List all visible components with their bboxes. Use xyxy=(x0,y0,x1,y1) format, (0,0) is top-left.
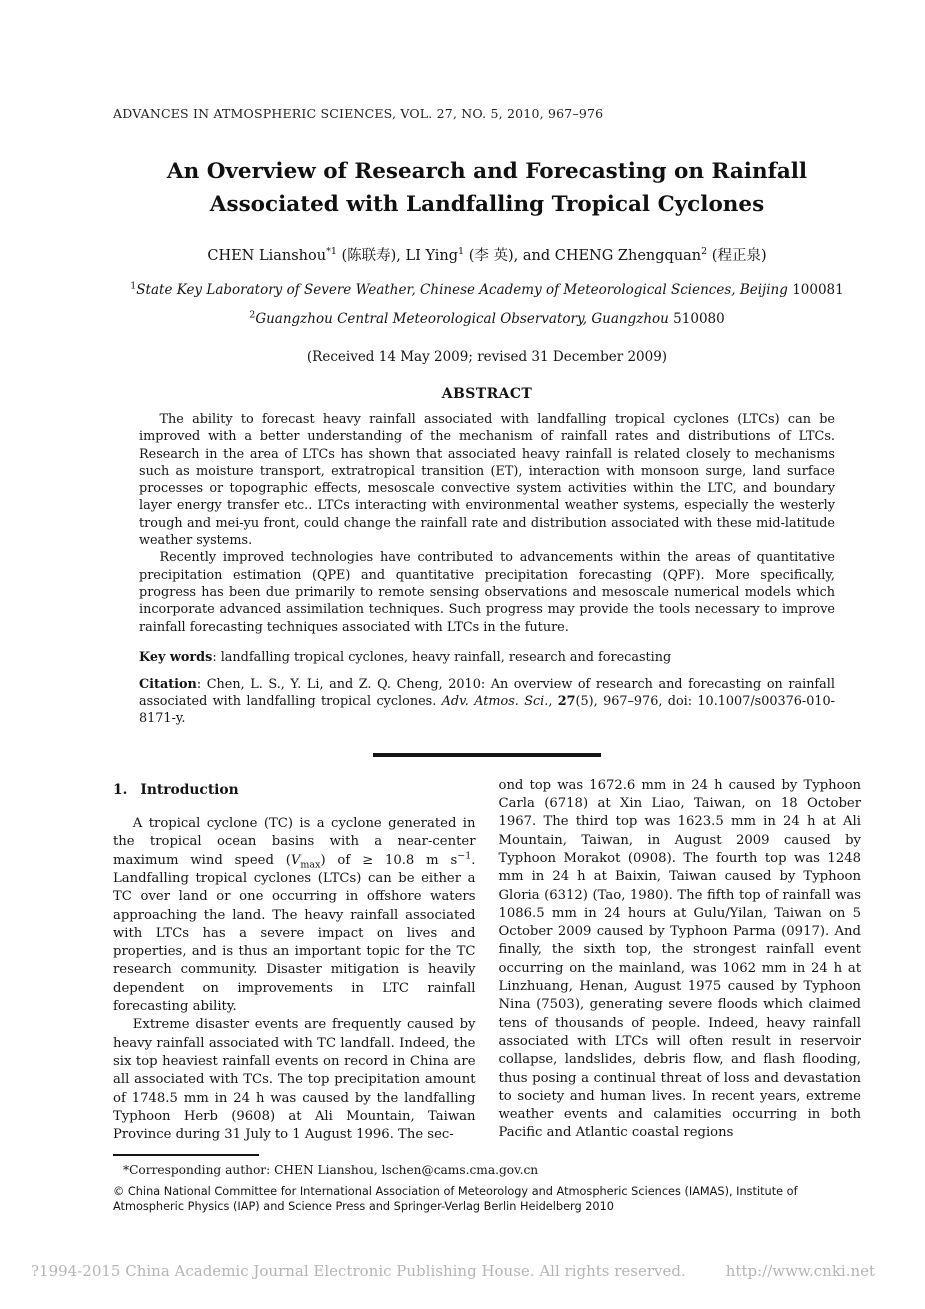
author-name-1: CHEN Lianshou xyxy=(207,248,327,264)
intro-paragraph-2: Extreme disaster events are frequently caused by heavy rainfall associated with TC landfall. Indeed, the six top heaviest rainfall events on record in China are all associated with TCs. The top precipitation amount of 1748.5 mm in 24 h was caused by the landfalling Typhoon Herb (9608) at Ali Mountain, Taiwan Province during 31 July to 1 August 1996. The sec- xyxy=(113,1017,476,1143)
received-dates: (Received 14 May 2009; revised 31 December 2009) xyxy=(306,349,668,365)
intro-p1-text-b: ) of ≥ 10.8 m s xyxy=(320,852,458,868)
paper-title xyxy=(113,155,861,221)
left-column xyxy=(113,777,476,1145)
abstract-paragraph-1: The ability to forecast heavy rainfall associated with landfalling tropical cyclones (LTCs) can be improved with a better understanding of the mechanism of rainfall rates and distributions of LTCs. Research in the area of LTCs has shown that associated heavy rainfall is related closely to mechanisms such as moisture transport, extratropical transition (ET), interaction with monsoon surge, land surface processes or topographic effects, mesoscale convective system activities within the LTC, and boundary layer energy transfer etc.. LTCs interacting with environmental weather systems, especially the westerly trough and mei-yu front, could change the rainfall rate and distribution associated with these mid-latitude weather systems. xyxy=(139,412,835,549)
author-name-3-cn: (程正泉) xyxy=(707,248,767,264)
author-superscript-2: 1 xyxy=(458,246,465,258)
abstract-heading: ABSTRACT xyxy=(441,386,533,402)
citation-doi: (5), 967–976, doi: 10.1007/s00376-010-8171-y. xyxy=(139,694,835,727)
title-line-2: Associated with Landfalling Tropical Cyclones xyxy=(209,192,765,217)
section-1-number: 1. xyxy=(113,781,128,798)
journal-header: ADVANCES IN ATMOSPHERIC SCIENCES, VOL. 27, NO. 5, 2010, 967–976 xyxy=(113,106,604,121)
citation-journal: Adv. Atmos. Sci. xyxy=(441,694,549,710)
watermark-url: http://www.cnki.net xyxy=(725,1262,876,1280)
intro-paragraph-2-continued: ond top was 1672.6 mm in 24 h caused by Typhoon Carla (6718) at Xin Liao, Taiwan, on 18 October 1967. The third top was 1623.5 mm in 24 h at Ali Mountain, Taiwan, in August 2009 caused by Typhoon Morakot (0908). The fourth top was 1248 mm in 24 h at Baixin, Taiwan caused by Typhoon Gloria (6312) (Tao, 1980). The fifth top of rainfall was 1086.5 mm in 24 hours at Gulu/Yilan, Taiwan on 5 October 2009 caused by Typhoon Parma (0917). And finally, the sixth top, the strongest rainfall event occurring on the mainland, was 1062 mm in 24 h at Linzhuang, Henan, August 1975 caused by Typhoon Nina (7503), generating severe floods which claimed tens of thousands of people. Indeed, heavy rainfall associated with LTCs will often result in reservoir collapse, landslides, debris flow, and flash flooding, thus posing a continual threat of loss and devastation to society and human lives. In recent years, extreme weather events and calamities occurring in both Pacific and Atlantic coastal regions xyxy=(498,777,861,1141)
author-name-3: (李 英), and CHENG Zhengquan xyxy=(464,248,702,264)
affiliation-2-superscript: 2 xyxy=(249,309,256,321)
affiliation-1-text: State Key Laboratory of Severe Weather, Chinese Academy of Meteorological Sciences, Beijing xyxy=(136,282,788,298)
vmax-subscript: max xyxy=(300,859,321,871)
intro-p1-text-a: A tropical cyclone (TC) is a cyclone generated in the tropical ocean basins with a near-center maximum wind speed ( xyxy=(113,816,476,868)
intro-p1-text-c: . Landfalling tropical cyclones (LTCs) can be either a TC over land or one occurring in offshore waters approaching the land. The heavy rainfall associated with LTCs has a severe impact on lives and properties, and is thus an important topic for the TC research community. Disaster mitigation is heavily dependent on improvements in LTC rainfall forecasting ability. xyxy=(113,852,476,1015)
abstract-paragraph-2: Recently improved technologies have contributed to advancements within the areas of quantitative precipitation estimation (QPE) and quantitative precipitation forecasting (QPF). More specifically, progress has been due primarily to remote sensing observations and mesoscale numerical models which incorporate advanced assimilation techniques. Such progress may provide the tools necessary to improve rainfall forecasting techniques associated with LTCs in the future. xyxy=(139,550,835,635)
ms-exponent: −1 xyxy=(457,850,472,862)
citation-separator: , xyxy=(548,694,558,710)
citation-volume: 27 xyxy=(557,694,576,710)
section-1-title: Introduction xyxy=(140,781,239,798)
citation-label: Citation xyxy=(139,676,197,692)
affiliation-1-superscript: 1 xyxy=(130,280,137,292)
footnote-rule xyxy=(113,1154,259,1156)
affiliation-1-postcode: 100081 xyxy=(787,282,844,298)
vmax-variable: V xyxy=(290,852,301,868)
author-superscript-1: *1 xyxy=(326,246,337,258)
separator-rule xyxy=(373,753,601,757)
watermark-footer xyxy=(31,1262,875,1280)
two-column-body xyxy=(113,777,861,1145)
intro-paragraph-1 xyxy=(113,815,476,1016)
copyright-note: © China National Committee for International Association of Meteorology and Atmospheric Sciences (IAMAS), Institute of Atmospheric Physics (IAP) and Science Press and Springer-Verlag Berlin Heidelberg 2010 xyxy=(113,1184,798,1214)
author-name-2: (陈联寿), LI Ying xyxy=(336,248,459,264)
keywords-text: : landfalling tropical cyclones, heavy rainfall, research and forecasting xyxy=(212,649,672,665)
right-column xyxy=(499,777,862,1145)
keywords-line xyxy=(139,650,835,665)
citation-block xyxy=(139,676,835,728)
author-line xyxy=(113,244,861,265)
watermark-text: ?1994-2015 China Academic Journal Electronic Publishing House. All rights reserved. xyxy=(31,1262,686,1280)
affiliation-2 xyxy=(113,311,861,327)
affiliation-2-text: Guangzhou Central Meteorological Observatory, Guangzhou xyxy=(255,311,669,327)
abstract-body xyxy=(139,411,835,636)
keywords-label: Key words xyxy=(139,649,213,665)
affiliation-2-postcode: 510080 xyxy=(668,311,725,327)
title-line-1: An Overview of Research and Forecasting on Rainfall xyxy=(166,159,808,184)
affiliation-1 xyxy=(113,282,861,298)
footnote-block xyxy=(113,1154,861,1215)
citation-text: : Chen, L. S., Y. Li, and Z. Q. Cheng, 2010: An overview of research and forecasting on rainfall associated with landfalling tropical cyclones. xyxy=(139,676,835,710)
author-superscript-3: 2 xyxy=(701,246,708,258)
corresponding-author-note: *Corresponding author: CHEN Lianshou, lschen@cams.cma.gov.cn xyxy=(123,1162,539,1177)
section-1-heading xyxy=(113,781,476,799)
